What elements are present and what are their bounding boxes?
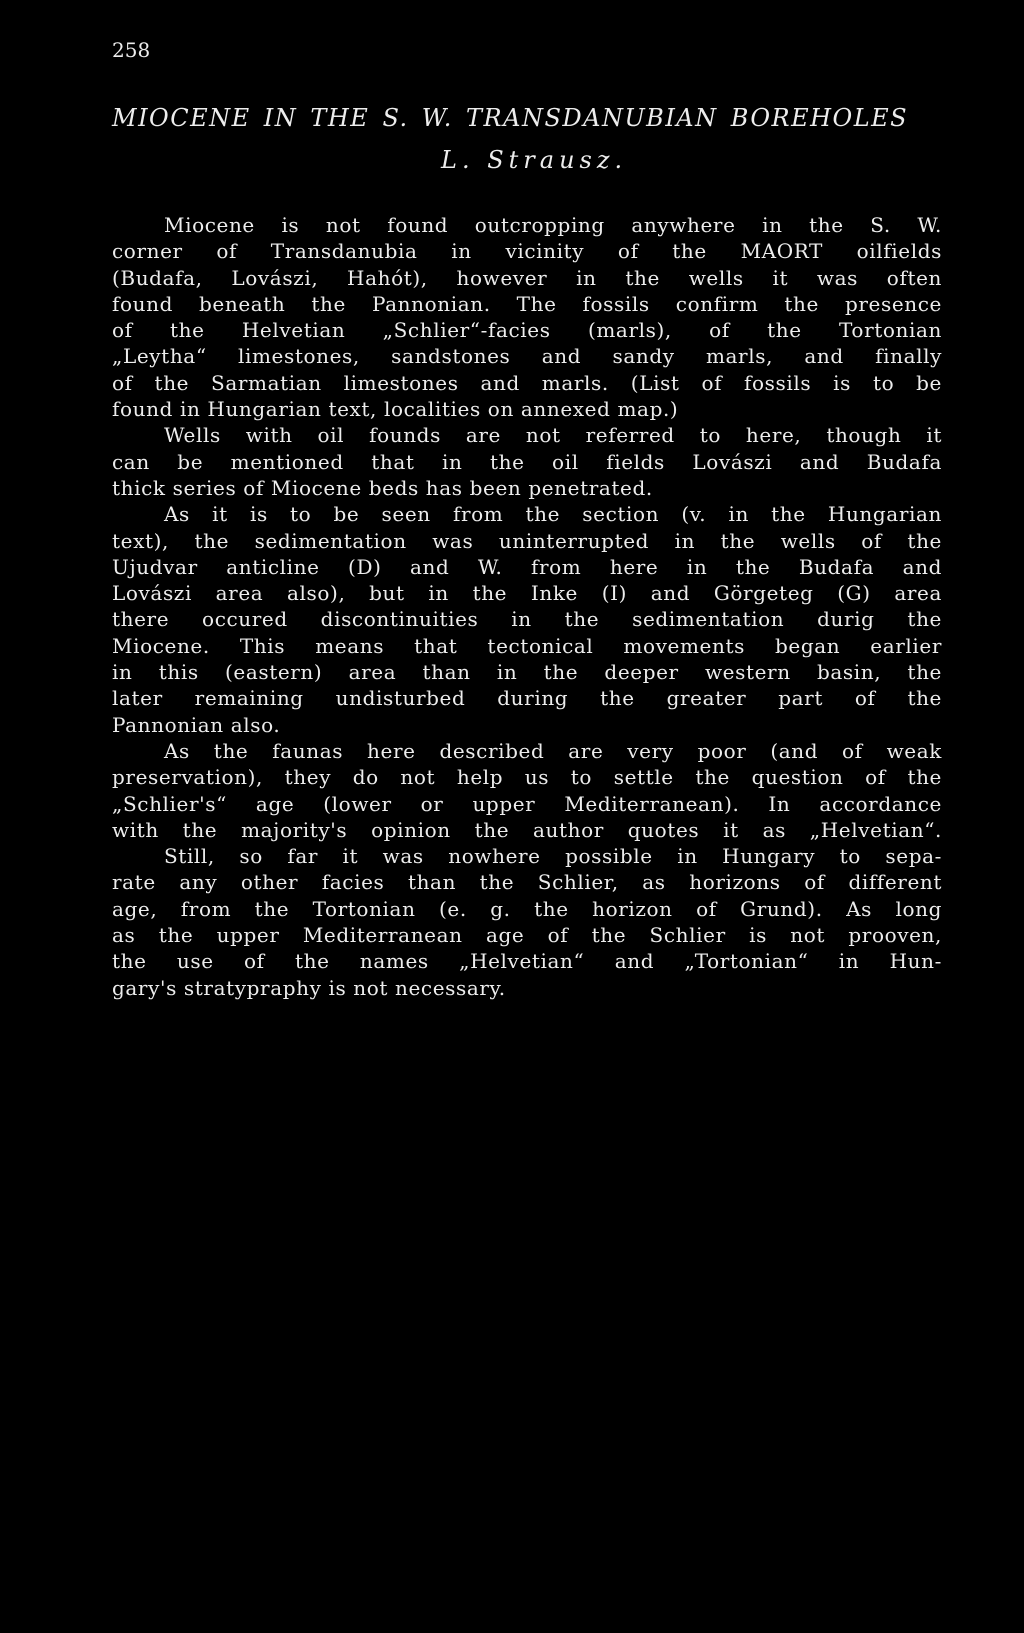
body-line: As it is to be seen from the section (v. in the Hungarian (164, 502, 942, 527)
body-line: Miocene. This means that tectonical movements began earlier (112, 633, 942, 658)
body-line: Ujudvar anticline (D) and W. from here in the Budafa and (112, 554, 942, 579)
body-line: can be mentioned that in the oil fields Lovászi and Budafa (112, 449, 942, 474)
body-line: with the majority's opinion the author quotes it as „Helvetian“. (112, 817, 942, 842)
body-line: thick series of Miocene beds has been penetrated. (112, 475, 653, 500)
body-line: „Leytha“ limestones, sandstones and sandy marls, and finally (112, 344, 942, 369)
article-body (112, 212, 942, 1001)
body-line: Pannonian also. (112, 712, 281, 737)
article-title: MIOCENE IN THE S. W. TRANSDANUBIAN BOREHOLES (112, 104, 909, 132)
body-line: later remaining undisturbed during the greater part of the (112, 686, 942, 711)
body-line: the use of the names „Helvetian“ and „Tortonian“ in Hun- (112, 949, 942, 974)
body-line: gary's stratypraphy is not necessary. (112, 975, 506, 1000)
body-line: „Schlier's“ age (lower or upper Mediterranean). In accordance (112, 791, 942, 816)
body-line: rate any other facies than the Schlier, as horizons of different (112, 870, 942, 895)
body-line: in this (eastern) area than in the deeper western basin, the (112, 660, 942, 685)
body-line: age, from the Tortonian (e. g. the horizon of Grund). As long (112, 896, 942, 921)
body-line: corner of Transdanubia in vicinity of the MAORT oilfields (112, 239, 942, 264)
body-line: Wells with oil founds are not referred to here, though it (164, 423, 942, 448)
body-line: there occured discontinuities in the sedimentation durig the (112, 607, 942, 632)
body-line: of the Helvetian „Schlier“-facies (marls), of the Tortonian (112, 318, 942, 343)
body-line: Lovászi area also), but in the Inke (I) and Görgeteg (G) area (112, 581, 942, 606)
body-line: of the Sarmatian limestones and marls. (List of fossils is to be (112, 370, 942, 395)
body-line: preservation), they do not help us to settle the question of the (112, 765, 942, 790)
body-line: (Budafa, Lovászi, Hahót), however in the wells it was often (112, 265, 942, 290)
body-line: as the upper Mediterranean age of the Schlier is not prooven, (112, 923, 942, 948)
body-line: found in Hungarian text, localities on annexed map.) (112, 397, 679, 422)
body-line: Miocene is not found outcropping anywhere in the S. W. (164, 213, 942, 237)
body-line: Still, so far it was nowhere possible in Hungary to sepa- (164, 844, 942, 869)
author-name: L. Strausz. (441, 146, 628, 174)
page-number: 258 (112, 38, 151, 62)
body-line: text), the sedimentation was uninterrupted in the wells of the (112, 528, 942, 553)
body-line: found beneath the Pannonian. The fossils confirm the presence (112, 291, 942, 316)
body-line: As the faunas here described are very poor (and of weak (164, 738, 942, 763)
